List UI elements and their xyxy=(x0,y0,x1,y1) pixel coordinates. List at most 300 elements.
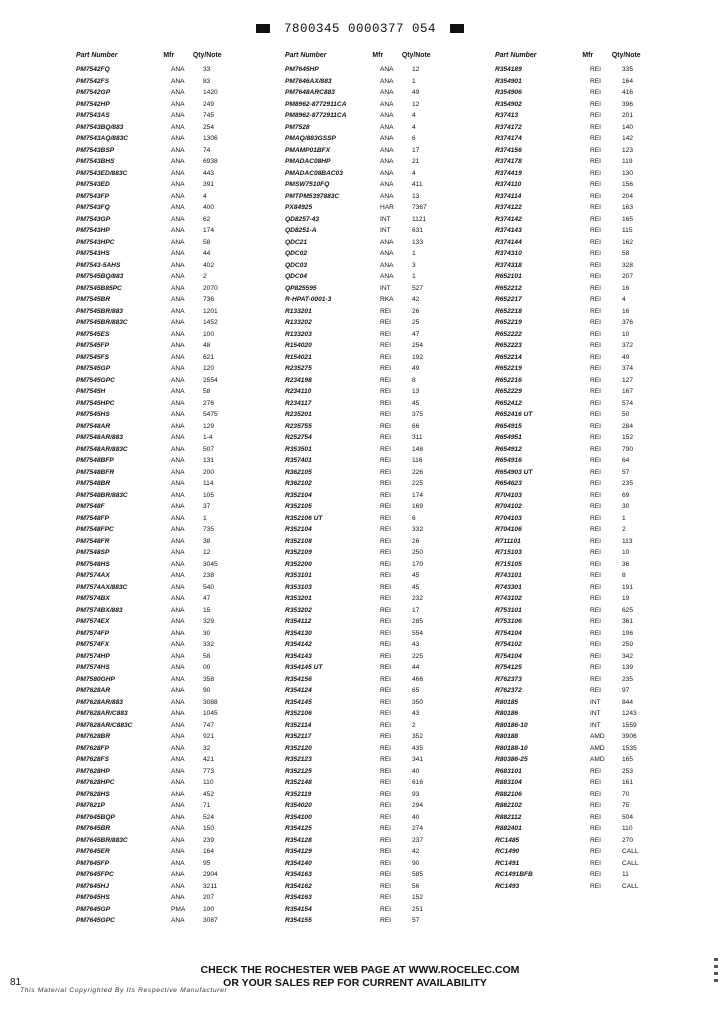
table-row xyxy=(76,145,256,157)
qty-note-cell: 127 xyxy=(622,376,634,384)
part-number-cell: R753101 xyxy=(495,606,522,614)
qty-note-cell: CALL xyxy=(622,848,639,855)
mfr-cell: REI xyxy=(590,537,601,545)
table-row xyxy=(76,340,256,352)
table-row xyxy=(285,904,465,916)
mfr-cell: ANA xyxy=(171,595,185,602)
mfr-cell: ANA xyxy=(171,560,185,568)
mfr-cell: ANA xyxy=(380,123,394,131)
table-row xyxy=(76,225,256,237)
part-number-cell: R652101 xyxy=(495,273,522,280)
part-number-cell: R354189 xyxy=(495,66,522,73)
part-number-cell: R133202 xyxy=(285,319,312,326)
qty-note-cell: 152 xyxy=(412,894,424,901)
table-row xyxy=(285,547,465,559)
mfr-cell: ANA xyxy=(380,250,394,257)
part-number-cell: RC1490 xyxy=(495,848,520,855)
mfr-cell: ANA xyxy=(171,123,185,131)
mfr-cell: REI xyxy=(590,618,601,625)
qty-note-cell: 507 xyxy=(203,445,215,453)
part-number-cell: R882112 xyxy=(495,813,522,821)
qty-note-cell: 1 xyxy=(412,250,416,257)
mfr-cell: REI xyxy=(590,66,601,73)
part-number-cell: R374144 xyxy=(495,238,522,246)
part-number-cell: PM7543ED/883C xyxy=(76,169,128,177)
table-row xyxy=(285,202,465,214)
part-number-cell: R354902 xyxy=(495,100,522,108)
mfr-cell: ANA xyxy=(171,365,185,372)
mfr-cell: REI xyxy=(590,89,601,96)
table-row xyxy=(76,398,256,410)
qty-note-cell: 74 xyxy=(203,146,211,154)
part-number-cell: R362105 xyxy=(285,468,312,476)
mfr-cell: REI xyxy=(380,330,391,338)
part-number-cell: PM7645HP xyxy=(285,66,319,73)
mfr-cell: ANA xyxy=(171,848,185,855)
part-number-cell: R353501 xyxy=(285,445,312,453)
part-number-cell: RC1491 xyxy=(495,859,520,867)
qty-note-cell: 239 xyxy=(203,836,215,844)
part-number-cell: PM7543HS xyxy=(76,250,110,257)
mfr-cell: AMD xyxy=(590,733,605,740)
part-number-cell: PM7545BR xyxy=(76,296,111,303)
part-number-cell: PM7545HPC xyxy=(76,399,115,407)
table-row xyxy=(495,697,675,709)
header-mfr: Mfr xyxy=(372,50,384,59)
mfr-cell: REI xyxy=(380,859,391,867)
qty-note-cell: 6 xyxy=(412,514,416,522)
qty-note-cell: 45 xyxy=(412,583,420,591)
part-number-cell: R352200 xyxy=(285,560,312,568)
qty-note-cell: 105 xyxy=(203,491,215,499)
table-row xyxy=(285,191,465,203)
table-row xyxy=(495,64,675,76)
part-number-cell: PM7542FS xyxy=(76,77,109,85)
qty-note-cell: CALL xyxy=(622,859,639,867)
part-number-cell: PM7543GP xyxy=(76,215,111,223)
mfr-cell: ANA xyxy=(171,342,185,349)
qty-note-cell: 1045 xyxy=(203,710,218,717)
table-row xyxy=(495,651,675,663)
part-number-cell: PM7548BFR xyxy=(76,468,115,476)
qty-note-cell: 274 xyxy=(412,825,424,832)
table-row xyxy=(76,536,256,548)
mfr-cell: REI xyxy=(590,365,601,372)
part-number-cell: PM7645GP xyxy=(76,905,111,913)
qty-note-cell: 47 xyxy=(412,330,420,338)
part-number-cell: R80188 xyxy=(495,733,519,740)
part-number-cell: R352117 xyxy=(285,733,312,740)
mfr-cell: ANA xyxy=(380,169,394,177)
mfr-cell: ANA xyxy=(171,537,185,545)
qty-note-cell: 00 xyxy=(203,664,211,671)
qty-note-cell: 57 xyxy=(412,917,420,924)
mfr-cell: REI xyxy=(380,560,391,568)
mfr-cell: REI xyxy=(380,790,391,798)
mfr-cell: ANA xyxy=(380,112,394,119)
part-number-cell: QD8251-A xyxy=(285,227,317,234)
part-number-cell: PM7574AX xyxy=(76,572,110,579)
qty-note-cell: 45 xyxy=(412,399,420,407)
mfr-cell: REI xyxy=(590,77,601,85)
part-number-cell: R652219 xyxy=(495,319,522,326)
part-number-cell: R762372 xyxy=(495,687,522,694)
table-row xyxy=(76,179,256,191)
table-row xyxy=(285,271,465,283)
table-row xyxy=(495,593,675,605)
part-number-cell: R374142 xyxy=(495,215,522,223)
copyright-footer: This Material Copyrighted By Its Respective Manufacturer xyxy=(20,987,228,994)
part-number-cell: PM7628FP xyxy=(76,744,109,752)
qty-note-cell: 254 xyxy=(412,342,424,349)
qty-note-cell: 45 xyxy=(412,572,420,579)
mfr-cell: REI xyxy=(380,606,391,614)
header-qty-note: Qty/Note xyxy=(192,50,222,59)
table-row xyxy=(285,168,465,180)
qty-note-cell: 1243 xyxy=(622,710,637,717)
mfr-cell: ANA xyxy=(380,66,394,73)
qty-note-cell: 83 xyxy=(203,77,211,85)
table-row xyxy=(285,214,465,226)
part-number-cell: R654623 xyxy=(495,480,522,487)
part-number-cell: PM7543AQ/883C xyxy=(76,135,129,142)
mfr-cell: PMA xyxy=(171,905,186,913)
part-number-cell: R352120 xyxy=(285,744,312,752)
qty-note-cell: 237 xyxy=(412,836,424,844)
table-row xyxy=(285,582,465,594)
part-number-cell: R652412 xyxy=(495,399,522,407)
table-row xyxy=(76,869,256,881)
document-barcode-header xyxy=(0,22,720,36)
qty-note-cell: 625 xyxy=(622,606,634,614)
table-row xyxy=(76,616,256,628)
part-number-cell: QDC04 xyxy=(285,273,307,280)
qty-note-cell: 249 xyxy=(203,100,215,108)
part-number-cell: R754104 xyxy=(495,652,522,660)
qty-note-cell: 192 xyxy=(412,353,424,361)
qty-note-cell: 253 xyxy=(622,767,634,775)
part-number-cell: R374178 xyxy=(495,158,522,165)
mfr-cell: ANA xyxy=(171,825,185,832)
part-number-cell: R352106 UT xyxy=(285,514,323,522)
mfr-cell: ANA xyxy=(171,629,185,637)
qty-note-cell: 17 xyxy=(412,146,420,154)
qty-note-cell: 504 xyxy=(622,813,634,821)
part-number-cell: R234117 xyxy=(285,399,312,407)
mfr-cell: ANA xyxy=(171,721,185,729)
mfr-cell: ANA xyxy=(171,480,185,487)
part-number-cell: PM7645BR xyxy=(76,825,111,832)
table-row xyxy=(76,674,256,686)
part-number-cell: R354130 xyxy=(285,629,312,637)
table-row xyxy=(76,64,256,76)
mfr-cell: REI xyxy=(380,882,391,890)
mfr-cell: ANA xyxy=(171,376,185,384)
qty-note-cell: 631 xyxy=(412,227,424,234)
part-number-cell: R683101 xyxy=(495,767,522,775)
parts-column-1 xyxy=(76,50,256,927)
mfr-cell: REI xyxy=(380,307,391,315)
mfr-cell: REI xyxy=(590,606,601,614)
table-row xyxy=(495,99,675,111)
part-number-cell: PM7542HP xyxy=(76,100,110,108)
table-row xyxy=(76,168,256,180)
mfr-cell: REI xyxy=(590,848,601,855)
part-number-cell: R652214 xyxy=(495,353,522,361)
mfr-cell: ANA xyxy=(171,135,185,142)
part-number-cell: R235755 xyxy=(285,422,312,430)
mfr-cell: ANA xyxy=(171,250,185,257)
table-row xyxy=(76,639,256,651)
table-row xyxy=(285,812,465,824)
mfr-cell: REI xyxy=(590,215,601,223)
mfr-cell: REI xyxy=(590,859,601,867)
mfr-cell: REI xyxy=(380,491,391,499)
table-row xyxy=(76,547,256,559)
part-number-cell: R354129 xyxy=(285,848,312,855)
qty-note-cell: 33 xyxy=(203,66,211,73)
table-row xyxy=(285,444,465,456)
table-row xyxy=(495,179,675,191)
part-number-cell: R354143 xyxy=(285,652,312,660)
part-number-cell: R374110 xyxy=(495,181,522,188)
table-row xyxy=(285,386,465,398)
part-number-cell: PM7545H xyxy=(76,388,106,395)
qty-note-cell: 1306 xyxy=(203,135,218,142)
part-number-cell: R882102 xyxy=(495,802,522,809)
qty-note-cell: 152 xyxy=(622,434,634,441)
qty-note-cell: 165 xyxy=(622,756,634,763)
mfr-cell: ANA xyxy=(171,238,185,246)
mfr-cell: INT xyxy=(380,284,391,292)
mfr-cell: ANA xyxy=(171,744,185,752)
qty-note-cell: 131 xyxy=(203,457,215,464)
mfr-cell: REI xyxy=(590,825,601,832)
part-number-cell: R652222 xyxy=(495,330,522,338)
table-row xyxy=(76,881,256,893)
mfr-cell: ANA xyxy=(171,296,185,303)
qty-note-cell: 13 xyxy=(412,192,420,200)
mfr-cell: ANA xyxy=(380,192,394,200)
part-number-cell: PM8962-8772911CA xyxy=(285,100,347,108)
qty-note-cell: 3211 xyxy=(203,882,218,890)
mfr-cell: REI xyxy=(590,100,601,108)
qty-note-cell: 5475 xyxy=(203,411,218,418)
qty-note-cell: 747 xyxy=(203,721,215,729)
table-row xyxy=(76,375,256,387)
mfr-cell: REI xyxy=(590,457,601,464)
column-header xyxy=(495,50,661,64)
qty-note-cell: 56 xyxy=(412,882,420,890)
part-number-cell: PM7574EX xyxy=(76,618,110,625)
qty-note-cell: 376 xyxy=(622,319,634,326)
qty-note-cell: 285 xyxy=(412,618,424,625)
part-number-cell: PM7628HPC xyxy=(76,779,115,786)
table-row xyxy=(495,869,675,881)
qty-note-cell: 616 xyxy=(412,779,424,786)
qty-note-cell: 1-4 xyxy=(203,434,213,441)
qty-note-cell: 30 xyxy=(203,629,211,637)
table-row xyxy=(285,352,465,364)
table-row xyxy=(495,455,675,467)
table-row xyxy=(495,133,675,145)
mfr-cell: ANA xyxy=(171,227,185,234)
qty-note-cell: 8 xyxy=(412,376,416,384)
part-number-cell: R374156 xyxy=(495,146,522,154)
table-row xyxy=(76,283,256,295)
mfr-cell: REI xyxy=(590,595,601,602)
qty-note-cell: 66 xyxy=(412,422,420,430)
qty-note-cell: 17 xyxy=(412,606,420,614)
part-number-cell: R654951 xyxy=(495,434,522,441)
qty-note-cell: 15 xyxy=(203,606,211,614)
table-row xyxy=(285,283,465,295)
mfr-cell: REI xyxy=(380,721,391,729)
qty-note-cell: 164 xyxy=(203,848,215,855)
mfr-cell: ANA xyxy=(171,261,185,269)
mfr-cell: INT xyxy=(380,227,391,234)
qty-note-cell: 47 xyxy=(203,595,211,602)
table-row xyxy=(76,662,256,674)
table-row xyxy=(285,133,465,145)
table-row xyxy=(495,76,675,88)
part-number-cell: R235275 xyxy=(285,365,312,372)
table-row xyxy=(285,363,465,375)
part-number-cell: R652223 xyxy=(495,342,522,349)
table-row xyxy=(76,754,256,766)
part-number-cell: QDC21 xyxy=(285,238,307,246)
barcode-block-icon xyxy=(450,24,464,33)
qty-note-cell: 169 xyxy=(412,503,424,510)
qty-note-cell: 391 xyxy=(203,181,215,188)
mfr-cell: ANA xyxy=(171,606,185,614)
qty-note-cell: 4 xyxy=(622,296,626,303)
part-number-cell: R704102 xyxy=(495,503,522,510)
qty-note-cell: 113 xyxy=(622,537,633,545)
part-number-cell: PM7628HP xyxy=(76,767,110,775)
part-number-cell: PM7548AR xyxy=(76,422,111,430)
table-row xyxy=(495,731,675,743)
availability-notice-line-2: OR YOUR SALES REP FOR CURRENT AVAILABILITY xyxy=(223,977,487,989)
mfr-cell: REI xyxy=(590,123,601,131)
table-row xyxy=(285,110,465,122)
table-row xyxy=(285,317,465,329)
qty-note-cell: 735 xyxy=(203,526,215,533)
table-row xyxy=(76,570,256,582)
mfr-cell: REI xyxy=(590,445,601,453)
mfr-cell: ANA xyxy=(171,779,185,786)
table-row xyxy=(76,559,256,571)
qty-note-cell: 311 xyxy=(412,434,423,441)
part-number-cell: R882106 xyxy=(495,790,522,798)
table-row xyxy=(495,789,675,801)
mfr-cell: REI xyxy=(380,457,391,464)
table-row xyxy=(495,202,675,214)
mfr-cell: REI xyxy=(380,710,391,717)
part-number-cell: PM7628AR xyxy=(76,687,111,694)
table-row xyxy=(76,421,256,433)
table-row xyxy=(495,490,675,502)
qty-note-cell: 1452 xyxy=(203,319,218,326)
qty-note-cell: 70 xyxy=(622,790,630,798)
table-row xyxy=(285,248,465,260)
table-row xyxy=(495,271,675,283)
mfr-cell: ANA xyxy=(171,618,185,625)
table-row xyxy=(285,76,465,88)
qty-note-cell: 2554 xyxy=(203,376,218,384)
mfr-cell: INT xyxy=(590,721,601,729)
table-row xyxy=(76,501,256,513)
qty-note-cell: 42 xyxy=(412,296,420,303)
mfr-cell: REI xyxy=(380,836,391,844)
qty-note-cell: CALL xyxy=(622,882,639,890)
table-row xyxy=(285,237,465,249)
part-number-cell: PM7621P xyxy=(76,802,105,809)
part-number-cell: R-HPAT-0001-3 xyxy=(285,296,332,303)
qty-note-cell: 58 xyxy=(203,238,211,246)
mfr-cell: REI xyxy=(380,434,391,441)
qty-note-cell: 443 xyxy=(203,169,215,177)
part-number-cell: R652218 xyxy=(495,307,522,315)
mfr-cell: REI xyxy=(590,227,601,234)
table-row xyxy=(285,122,465,134)
table-row xyxy=(285,743,465,755)
mfr-cell: ANA xyxy=(380,77,394,85)
qty-note-cell: 250 xyxy=(622,641,634,648)
qty-note-cell: 62 xyxy=(203,215,211,223)
qty-note-cell: 621 xyxy=(203,353,215,361)
qty-note-cell: 466 xyxy=(412,675,424,683)
part-number-cell: R374419 xyxy=(495,169,522,177)
mfr-cell: INT xyxy=(380,215,391,223)
qty-note-cell: 921 xyxy=(203,733,215,740)
part-number-cell: R374114 xyxy=(495,192,522,200)
table-row xyxy=(495,375,675,387)
table-row xyxy=(495,639,675,651)
part-number-cell: R354901 xyxy=(495,77,522,85)
table-row xyxy=(76,156,256,168)
qty-note-cell: 133 xyxy=(412,238,424,246)
qty-note-cell: 1 xyxy=(622,514,626,522)
mfr-cell: REI xyxy=(590,675,601,683)
mfr-cell: REI xyxy=(380,319,391,326)
qty-note-cell: 43 xyxy=(412,641,420,648)
qty-note-cell: 7367 xyxy=(412,204,427,211)
part-number-cell: R37413 xyxy=(495,112,519,119)
table-row xyxy=(76,444,256,456)
mfr-cell: REI xyxy=(590,353,601,361)
part-number-cell: PM7542FQ xyxy=(76,66,110,73)
qty-note-cell: 44 xyxy=(203,250,211,257)
part-number-cell: PM7628AR/C883C xyxy=(76,721,133,729)
qty-note-cell: 10 xyxy=(622,330,630,338)
qty-note-cell: 3045 xyxy=(203,560,218,568)
part-number-cell: R362102 xyxy=(285,480,312,487)
qty-note-cell: 120 xyxy=(203,365,215,372)
qty-note-cell: 452 xyxy=(203,790,215,798)
part-number-cell: R352125 xyxy=(285,767,312,775)
table-row xyxy=(76,87,256,99)
mfr-cell: REI xyxy=(590,802,601,809)
table-row xyxy=(495,122,675,134)
part-number-cell: R711101 xyxy=(495,537,521,545)
qty-note-cell: 19 xyxy=(622,595,630,602)
qty-note-cell: 400 xyxy=(203,204,215,211)
mfr-cell: REI xyxy=(380,468,391,476)
mfr-cell: INT xyxy=(590,698,601,706)
part-number-cell: R354100 xyxy=(285,813,312,821)
mfr-cell: REI xyxy=(590,204,601,211)
